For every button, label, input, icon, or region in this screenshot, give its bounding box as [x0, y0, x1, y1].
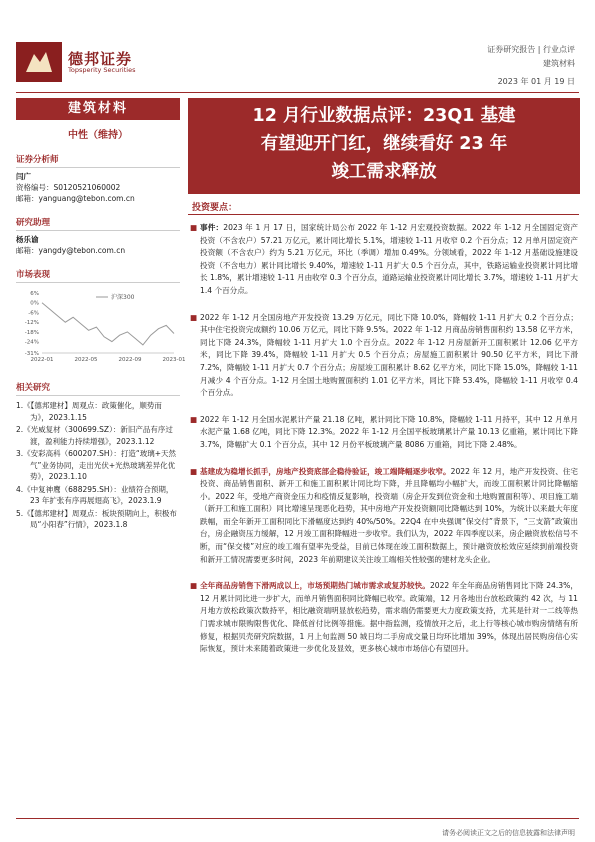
paragraph-materials [190, 414, 578, 452]
market-chart [16, 287, 186, 367]
paragraph-text: 2022 年 1-12 月全国房地产开发投资 13.29 万亿元，同比下降 10.0%，降幅较 1-11 月扩大 0.2 个百分点；其中住宅投资完成额约 10.06 万亿元，同比下降 9.5%。2022 年 1-12 月商品房销售面积约 13.58 亿平方米，同比下降 24.3%，降幅较 1-11 月扩大 1.0 个百分点。2022 年 1-12 月房屋新开工面积累计 12.06 亿平方米，同比下降 39.4%，降幅较 1-11 月扩大 0.5 个百分点；房屋施工面积累计 90.50 亿平方米，同比下滑 7.2%，降幅较 1-11 月扩大 0.7 个百分点；房屋竣工面积累计 8.62 亿平方米，同比下降 15.0%，降幅较 1-11 月减少 4 个百分点。1-12 月全国土地购置面积约 1.01 亿平方米，同比下降 53.4%，降幅较 1-11 月收窄 0.4 个百分点。 [200, 312, 578, 398]
sidebar-industry: 建筑材料 [16, 98, 180, 120]
x-tick-label: 2022-01 [30, 357, 54, 363]
x-tick-label: 2022-05 [74, 357, 98, 363]
x-tick-label: 2022-09 [118, 357, 142, 363]
title-line-1: 12 月行业数据点评：23Q1 基建 [252, 106, 516, 126]
bullet-icon: ■ [190, 581, 198, 591]
y-tick-label: -12% [24, 320, 39, 327]
related-list [16, 400, 180, 531]
related-section-title: 相关研究 [16, 381, 180, 396]
y-tick-label: 6% [30, 291, 39, 297]
paragraph-sales [190, 580, 578, 656]
header-industry: 建筑材料 [543, 59, 575, 68]
report-date: 2023 年 01 月 19 日 [497, 77, 575, 86]
related-item[interactable]: 5.《【德邦建材】周观点：板块预期向上，积极布局“小阳春”行情》，2023.1.8 [16, 508, 177, 529]
paragraph-text: 2022 年 1-12 月全国水泥累计产量 21.18 亿吨，累计同比下降 10.8%，降幅较 1-11 月持平，其中 12 月单月水泥产量 1.68 亿吨，同比下降 12.3%。2022 年 1-12 月全国平板玻璃累计产量 10.13 亿重箱，累计同比下降 3.7%，降幅扩大 0.1 个百分点，其中 12 月份平板玻璃产量 8086 万重箱，同比下降 2.48%。 [200, 414, 578, 449]
header-divider [16, 92, 579, 93]
assistant-name: 杨乐谕 [16, 235, 39, 244]
bullet-icon: ■ [190, 223, 198, 232]
analyst-cert: 资格编号：S0120521060002 [16, 183, 121, 192]
paragraph-highlight: 基建成为稳增长抓手，房地产投资底部企稳待验证，竣工端降幅逐步收窄。 [200, 466, 451, 476]
rating: 中性（维持） [68, 130, 128, 141]
report-type: 证券研究报告 | 行业点评 [487, 45, 575, 54]
report-title [188, 98, 580, 194]
paragraph-infrastructure [190, 466, 578, 567]
brand-name-en: Topsperity Securities [68, 66, 136, 74]
brand-name-cn: 德邦证券 [68, 50, 133, 68]
analyst-email[interactable]: 邮箱：yanguang@tebon.com.cn [16, 194, 135, 203]
assistant-email[interactable]: 邮箱：yangdy@tebon.com.cn [16, 246, 126, 255]
bullet-icon: ■ [190, 414, 198, 424]
summary-label: 投资要点： [192, 203, 238, 213]
paragraph-realestate [190, 312, 578, 400]
legend-label: 沪深300 [111, 294, 135, 301]
summary-divider [188, 214, 579, 215]
series-line [42, 303, 174, 345]
related-item[interactable]: 4.《中复神鹰（688295.SH）：业绩符合预期，23 年扩张有序再展翅高飞》，2023.1.9 [16, 484, 174, 505]
footer-divider [16, 818, 579, 819]
y-tick-label: -31% [24, 351, 39, 357]
y-tick-label: -6% [28, 310, 39, 317]
bullet-icon: ■ [190, 466, 198, 476]
x-tick-label: 2023-01 [162, 357, 186, 363]
y-tick-label: 0% [30, 300, 39, 307]
sidebar [16, 98, 186, 818]
company-logo-icon [16, 42, 62, 82]
paragraph-lead: 事件： [200, 223, 224, 232]
analyst-name: 闫广 [16, 172, 31, 181]
paragraph-highlight: 全年商品房销售下滑两成以上，市场预期热门城市需求或复苏较快。 [200, 581, 430, 591]
title-line-2: 有望迎开门红，继续看好 23 年 [260, 134, 508, 154]
assistant-section-title: 研究助理 [16, 216, 180, 231]
y-tick-label: -18% [24, 329, 39, 336]
bullet-icon: ■ [190, 312, 198, 322]
footer-disclaimer: 请务必阅读正文之后的信息披露和法律声明 [442, 829, 575, 837]
paragraph-text: 2023 年 1 月 17 日，国家统计局公布 2022 年 1-12 月宏观投资数据。2022 年 1-12 月全国固定资产投资（不含农户）57.21 万亿元，累计同比增长 5.1%，增速较 1-11 月收窄 0.2 个百分点；12 月单月固定资产投资额（不含农户）约为 5.21 万亿元，环比（季调）增加 0.49%。分领域看，2022 年 1-12 月基础设施建设投资（不含电力）累计同比增长 9.40%，增速较 1-11 月扩大 0.5 个百分点，其中，铁路运输业投资累计同比增长 1.8%，累计增速较 1-11 月由收窄 0.3 个百分点，道路运输业投资累计同比增长 3.7%，增速较 1-11 月扩大 1.4 个百分点。 [200, 223, 579, 295]
analyst-section-title: 证券分析师 [16, 153, 180, 168]
related-item[interactable]: 3.《安彩高科（600207.SH）：打造“玻璃+天然气”业务协同，走出光伏+光热玻璃差异化优势》，2023.1.10 [16, 449, 176, 481]
y-tick-label: -24% [24, 339, 39, 346]
paragraph-event [190, 222, 579, 298]
paragraph-text: 2022 年 12 月，地产开发投资、住宅投资、商品销售面积、新开工和施工面积累计同比均下降，并且降幅均小幅扩大，而竣工面积累计同比降幅缩小。2022 年，受地产商资金压力和疫情反复影响，投资端（房企开发到位资金和土地购置面积等）、项目施工端（新开工和施工面积）同比增速呈现恶化趋势，其中房地产开发投资额同比降幅达到 10%，为统计以来最大年度跌幅，而全年新开工面积同比下滑幅度达到约 40%/50%。22Q4 在中央强调“保交付”背景下，“三支箭”政策出台，房企融资压力缓解，12 月竣工面积降幅进一步收窄。我们认为，2022 年四季度以来，房企融资放松信号不断，而“保交楼”对应的竣工端有望率先受益，目前已体现在竣工面积数据上，预计融资放松效应延续到前端投资和新开工情况需要更多时间，2023 年前期建议关注竣工端相关性较强的建材龙头企业。 [200, 466, 578, 564]
summary-content [190, 222, 579, 670]
title-line-3: 竣工需求释放 [331, 162, 437, 182]
paragraph-text: 2022 年全年商品房销售同比下降 24.3%，12 月累计同比进一步扩大，而单月销售面积同比降幅已收窄。政策端，12 月各地出台放松政策约 42 次，与 11 月地方放松政策次数持平，相比融资端明显放松趋势，需求端仍需要更大力度政策支持，尤其是针对一二线等热门需求城市限购限售优化、降低首付比例等措施。据中指监测，疫情放开之后，北上行等核心城市购房情绪有所修复，根据贝壳研究院数据，1 月上旬监测 50 城日均二手房成交量日均环比增加 39%，体现出居民购房信心实际恢复，预计未来随着政策进一步优化及显效，更多核心城市市场信心有望回升。 [200, 581, 578, 654]
related-item[interactable]: 1.《【德邦建材】周观点：政策催化，顺势而为》，2023.1.15 [16, 401, 162, 422]
related-item[interactable]: 2.《光威复材（300699.SZ）：新旧产品有序过渡，盈利能力持续增强》，2023.1.12 [16, 425, 173, 446]
market-section-title: 市场表现 [16, 268, 180, 283]
